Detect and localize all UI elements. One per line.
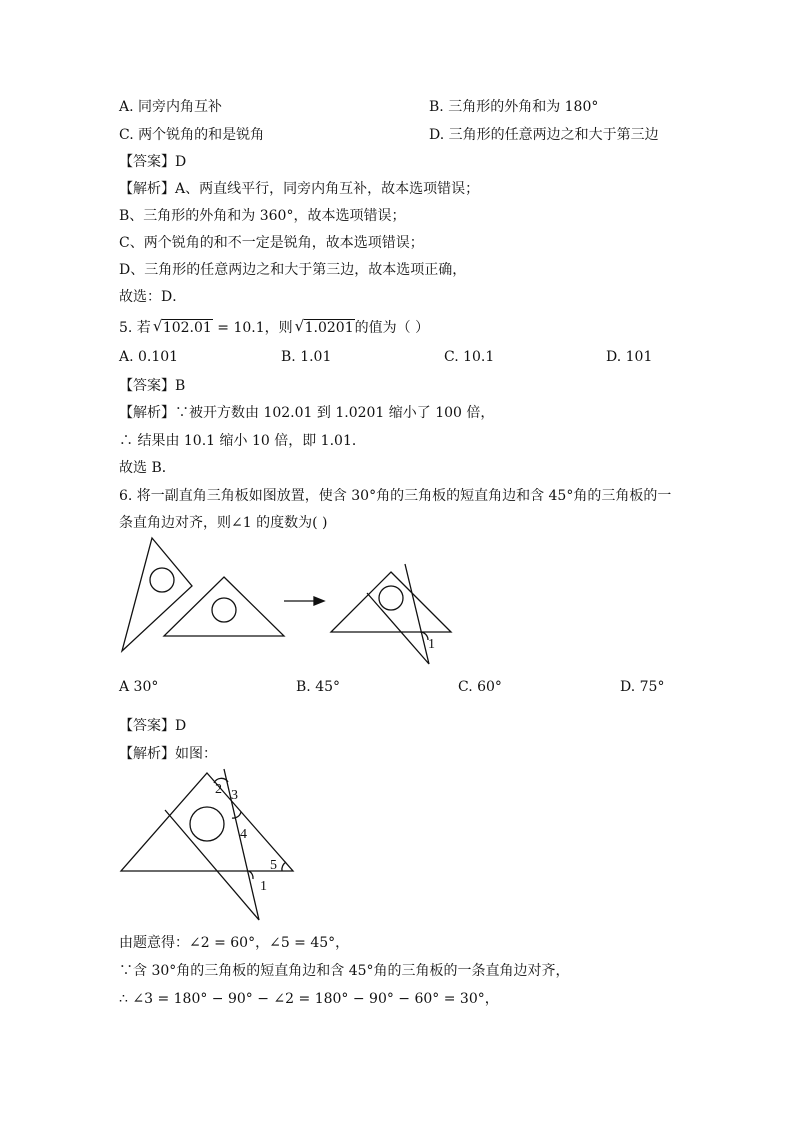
q5-options: [0, 349, 794, 369]
triangle-45-shape: [121, 773, 293, 871]
q5-option-c: C. 10.1: [444, 349, 495, 365]
q4-analysis-line: B、三角形的外角和为 360°，故本选项错误；: [119, 208, 406, 224]
q5-analysis-line: ∴ 结果由 10.1 缩小 10 倍，即 1.01．: [119, 433, 366, 449]
q5-analysis-line: 【解析】∵被开方数由 102.01 到 1.0201 缩小了 100 倍，: [119, 405, 495, 421]
q5-option-a: A. 0.101: [119, 349, 179, 365]
q6-options: [0, 679, 794, 699]
triangle-45-shape: [331, 572, 451, 632]
angle-label: 3: [231, 788, 238, 803]
q5-mid: = 10.1，则: [217, 320, 293, 336]
angle-arc: [282, 862, 286, 871]
q4-option-d: D. 三角形的任意两边之和大于第三边: [429, 127, 659, 143]
q4-analysis-line: C、两个锐角的和不一定是锐角，故本选项错误；: [119, 235, 424, 251]
q4-analysis-line: D、三角形的任意两边之和大于第三边，故本选项正确，: [119, 262, 467, 278]
angle-arc: [249, 871, 253, 879]
radical-icon: √: [294, 317, 305, 335]
radical-icon: √: [152, 317, 163, 335]
q6-stem-line: 条直角边对齐，则∠1 的度数为( ): [119, 515, 328, 531]
triangle-hole-shape: [212, 598, 236, 622]
angle-arc: [214, 778, 228, 783]
q6-analysis-line: ∴ ∠3 = 180° − 90° − ∠2 = 180° − 90° − 60° = 30°，: [119, 991, 499, 1007]
q6-analysis-line: 由题意得：∠2 = 60°，∠5 = 45°，: [119, 935, 350, 951]
q5-analysis-line: 故选 B．: [119, 460, 176, 476]
triangle-45-shape: [164, 577, 284, 636]
arrow-right-icon: [314, 597, 324, 605]
angle-arc: [232, 812, 241, 818]
q6-option-d: D. 75°: [620, 679, 665, 695]
q6-option-b: B. 45°: [296, 679, 341, 695]
triangle-hole-shape: [379, 586, 403, 610]
triangle-30-shape: [367, 564, 429, 664]
q4-option-c: C. 两个锐角的和是锐角: [119, 127, 265, 143]
radicand: 1.0201: [304, 320, 354, 336]
q4-analysis-line: 故选：D．: [119, 289, 187, 305]
radicand: 102.01: [162, 320, 212, 336]
q6-stem-line: 6. 将一副直角三角板如图放置，使含 30°角的三角板的短直角边和含 45°角的三角板的一: [119, 488, 672, 504]
q6-analysis-line: ∵含 30°角的三角板的短直角边和含 45°角的三角板的一条直角边对齐，: [119, 963, 570, 979]
angle-label: 2: [215, 782, 222, 797]
triangle-hole-shape: [150, 568, 174, 592]
sqrt-expression: [294, 317, 355, 336]
q4-option-b: B. 三角形的外角和为 180°: [429, 99, 599, 115]
triangle-30-shape: [165, 769, 259, 920]
q4-analysis-line: 【解析】A、两直线平行，同旁内角互补，故本选项错误；: [119, 181, 480, 197]
q4-option-a: A. 同旁内角互补: [119, 99, 223, 115]
sqrt-expression: [152, 317, 213, 336]
q6-answer: 【答案】D: [119, 718, 187, 734]
q5-option-b: B. 1.01: [281, 349, 332, 365]
angle-label: 4: [240, 827, 247, 842]
q6-analysis-intro: 【解析】如图：: [119, 746, 217, 762]
angle-label: 5: [270, 858, 277, 873]
q4-answer: 【答案】D: [119, 154, 187, 170]
q5-suffix: 的值为（ ）: [354, 320, 430, 336]
q6-option-c: C. 60°: [458, 679, 502, 695]
q5-answer: 【答案】B: [119, 378, 186, 394]
triangle-30-shape: [122, 538, 192, 651]
angle-label: 1: [428, 637, 435, 652]
angle-label: 1: [260, 879, 267, 894]
q5-stem: [119, 317, 429, 337]
q6-option-a: A 30°: [119, 679, 159, 695]
q5-option-d: D. 101: [606, 349, 653, 365]
triangle-hole-shape: [190, 807, 224, 841]
angle-arc: [420, 632, 428, 640]
q5-prefix: 5. 若: [119, 320, 151, 336]
